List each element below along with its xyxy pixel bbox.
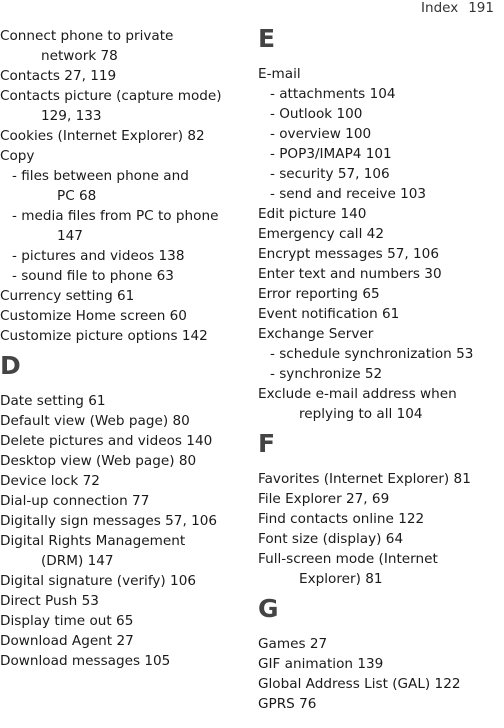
entry-text: Error reporting 65 (258, 286, 380, 302)
entry-text: - POP3/IMAP4 101 (270, 146, 392, 162)
entry-text: - send and receive 103 (270, 186, 427, 202)
entry-continuation: 147 (57, 228, 83, 244)
index-entry (258, 634, 500, 654)
index-entry (0, 531, 240, 571)
entry-text: Event notification 61 (258, 306, 400, 322)
index-subentry (258, 124, 500, 144)
entry-text: Encrypt messages 57, 106 (258, 246, 439, 262)
index-entry (0, 491, 240, 511)
index-entry (0, 451, 240, 471)
index-section-letter: D (0, 351, 22, 380)
index-entry (258, 694, 500, 714)
index-entry (0, 411, 240, 431)
entry-text: - schedule synchronization 53 (270, 346, 474, 362)
entry-text: Favorites (Internet Explorer) 81 (258, 471, 471, 487)
index-entry (258, 549, 500, 589)
index-entry (258, 284, 500, 304)
index-entry (258, 469, 500, 489)
entry-continuation: Explorer) 81 (299, 571, 383, 587)
index-subentry (0, 266, 240, 286)
entry-continuation: PC 68 (57, 188, 97, 204)
index-section-letter: E (258, 24, 276, 53)
entry-text: Emergency call 42 (258, 226, 384, 242)
entry-text: Customize Home screen 60 (0, 308, 187, 324)
entry-text: Full-screen mode (Internet (258, 551, 438, 567)
page-number: 191 (468, 0, 494, 16)
entry-text: Edit picture 140 (258, 206, 367, 222)
index-entry (258, 384, 500, 424)
index-entry (0, 66, 240, 86)
index-entry (0, 146, 240, 166)
index-subentry (258, 104, 500, 124)
index-entry (0, 86, 240, 126)
entry-text: Copy (0, 148, 35, 164)
entry-text: - Outlook 100 (270, 106, 363, 122)
entry-text: Games 27 (258, 636, 328, 652)
index-subentry (0, 166, 240, 206)
entry-text: Device lock 72 (0, 473, 100, 489)
entry-continuation: 129, 133 (41, 108, 102, 124)
index-entry (258, 304, 500, 324)
index-entry (258, 654, 500, 674)
index-subentry (258, 164, 500, 184)
index-entry (0, 431, 240, 451)
entry-text: Global Address List (GAL) 122 (258, 676, 461, 692)
index-entry (258, 489, 500, 509)
running-title: Index (421, 0, 459, 16)
entry-text: GPRS 76 (258, 696, 317, 712)
index-entry (258, 529, 500, 549)
entry-text: Contacts picture (capture mode) (0, 88, 222, 104)
entry-text: Digital Rights Management (0, 533, 186, 549)
index-subentry (258, 364, 500, 384)
entry-text: Dial-up connection 77 (0, 493, 150, 509)
page-header (421, 0, 494, 16)
entry-text: - security 57, 106 (270, 166, 390, 182)
entry-text: E-mail (258, 66, 301, 82)
entry-text: Currency setting 61 (0, 288, 135, 304)
index-entry (0, 511, 240, 531)
entry-text: Display time out 65 (0, 613, 134, 629)
entry-text: - overview 100 (270, 126, 372, 142)
index-subentry (258, 84, 500, 104)
entry-text: Enter text and numbers 30 (258, 266, 442, 282)
index-entry (0, 26, 240, 66)
index-entry (0, 651, 240, 671)
index-entry (258, 64, 500, 84)
entry-text: Customize picture options 142 (0, 328, 208, 344)
index-entry (258, 509, 500, 529)
index-entry (0, 611, 240, 631)
entry-text: - synchronize 52 (270, 366, 383, 382)
index-entry (258, 244, 500, 264)
index-entry (0, 286, 240, 306)
index-entry (0, 571, 240, 591)
entry-text: Font size (display) 64 (258, 531, 404, 547)
index-subentry (258, 184, 500, 204)
entry-continuation: (DRM) 147 (41, 553, 114, 569)
entry-text: Cookies (Internet Explorer) 82 (0, 128, 205, 144)
index-entry (0, 471, 240, 491)
entry-text: Exchange Server (258, 326, 374, 342)
index-entry (258, 324, 500, 344)
entry-text: Date setting 61 (0, 393, 106, 409)
entry-text: Contacts 27, 119 (0, 68, 117, 84)
entry-text: Find contacts online 122 (258, 511, 425, 527)
entry-text: File Explorer 27, 69 (258, 491, 390, 507)
index-section-letter: F (258, 429, 276, 458)
index-subentry (0, 246, 240, 266)
entry-text: - attachments 104 (270, 86, 396, 102)
entry-text: Exclude e-mail address when (258, 386, 457, 402)
index-subentry (258, 144, 500, 164)
index-entry (0, 591, 240, 611)
index-subentry (258, 344, 500, 364)
index-section-letter: G (258, 594, 280, 623)
entry-text: Default view (Web page) 80 (0, 413, 190, 429)
entry-text: - sound file to phone 63 (12, 268, 174, 284)
entry-text: Download messages 105 (0, 653, 171, 669)
entry-text: - files between phone and (12, 168, 189, 184)
index-entry (258, 204, 500, 224)
entry-text: - pictures and videos 138 (12, 248, 185, 264)
index-column-left (0, 26, 240, 671)
index-entry (258, 264, 500, 284)
entry-text: Delete pictures and videos 140 (0, 433, 213, 449)
index-entry (0, 326, 240, 346)
entry-text: Digital signature (verify) 106 (0, 573, 197, 589)
entry-text: Direct Push 53 (0, 593, 99, 609)
entry-continuation: network 78 (41, 48, 118, 64)
entry-text: Download Agent 27 (0, 633, 134, 649)
index-entry (0, 631, 240, 651)
entry-text: Connect phone to private (0, 28, 174, 44)
index-subentry (0, 206, 240, 246)
entry-text: Desktop view (Web page) 80 (0, 453, 197, 469)
index-entry (0, 391, 240, 411)
index-entry (0, 126, 240, 146)
entry-text: Digitally sign messages 57, 106 (0, 513, 218, 529)
index-column-right (258, 26, 500, 714)
entry-text: GIF animation 139 (258, 656, 384, 672)
entry-text: - media files from PC to phone (12, 208, 219, 224)
index-entry (0, 306, 240, 326)
index-entry (258, 224, 500, 244)
entry-continuation: replying to all 104 (299, 406, 423, 422)
index-entry (258, 674, 500, 694)
